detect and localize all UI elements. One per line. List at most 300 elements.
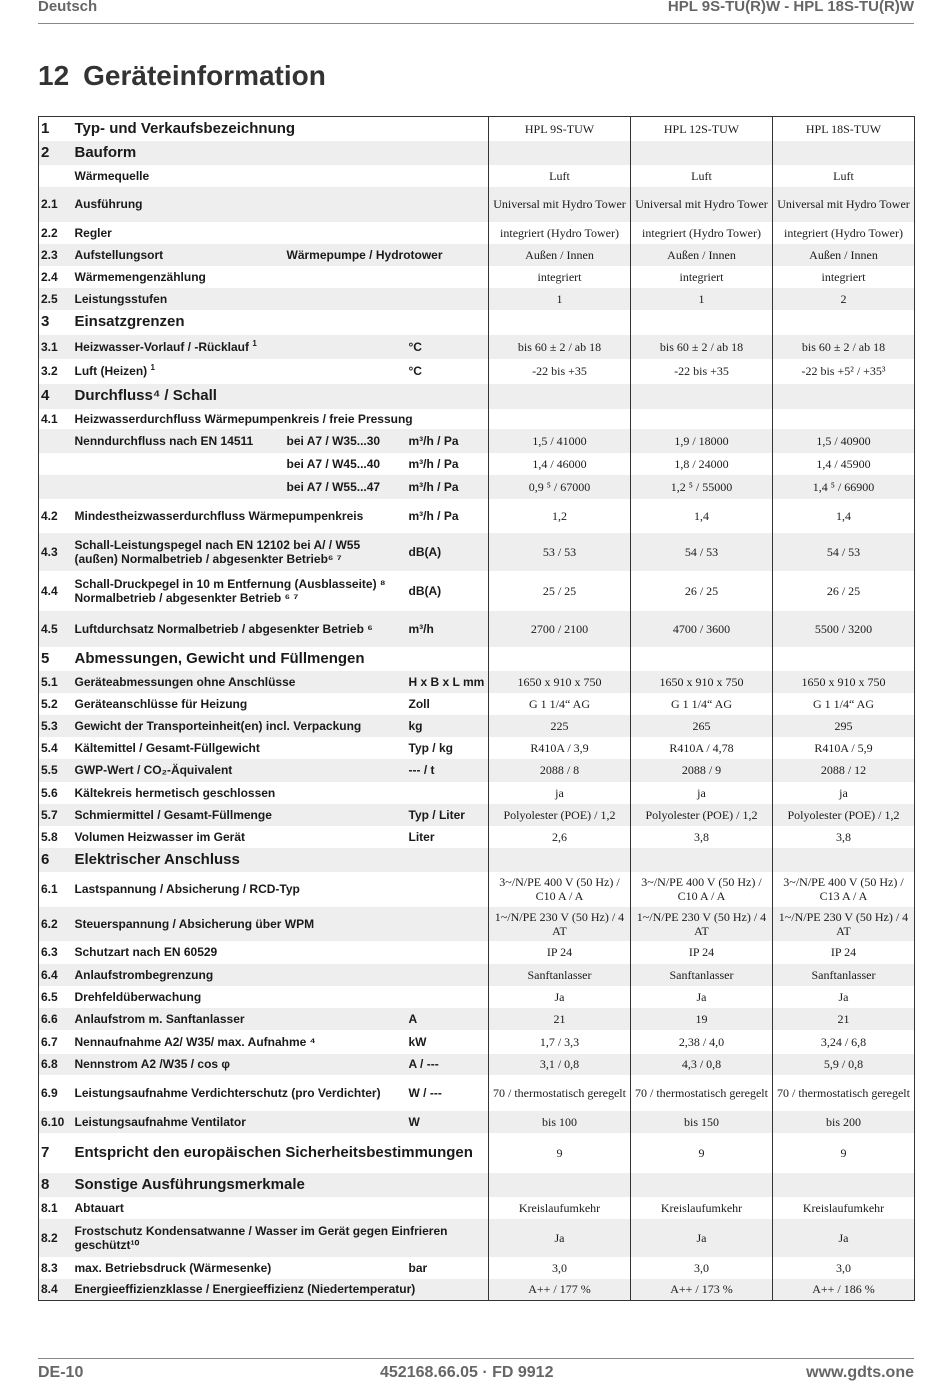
value-cell-model-3: [773, 647, 915, 671]
table-row: [39, 384, 915, 409]
value-cell-model-1: [489, 141, 631, 165]
value-cell-model-3: R410A / 5,9: [773, 737, 915, 759]
row-unit: dB(A): [407, 533, 489, 571]
row-label-text: Geräteanschlüsse für Heizung: [74, 696, 248, 711]
value-cell-model-1: 1,7 / 3,3: [489, 1030, 631, 1054]
table-row: [39, 941, 915, 964]
row-label: [73, 187, 489, 222]
row-label: [73, 1008, 407, 1030]
table-row: [39, 266, 915, 288]
value-cell-model-2: 1: [631, 288, 773, 310]
row-label-text: Anlaufstrom m. Sanftanlasser: [74, 1011, 245, 1026]
row-number: [39, 453, 73, 475]
table-row: [39, 759, 915, 782]
row-label: [73, 335, 407, 359]
row-label-text: Gewicht der Transporteinheit(en) incl. Verpackung: [74, 718, 362, 733]
row-number: 5.8: [39, 826, 73, 848]
table-row: [39, 671, 915, 693]
row-number: 2: [39, 141, 73, 165]
row-label-text: Energieeffizienzklasse / Energieeffizienz (Niedertemperatur): [74, 1282, 416, 1297]
row-label: [73, 647, 489, 671]
row-unit: Typ / kg: [407, 737, 489, 759]
value-cell-model-1: Außen / Innen: [489, 244, 631, 266]
row-label: [73, 453, 285, 475]
value-cell-model-1: 0,9 ⁵ / 67000: [489, 475, 631, 499]
row-unit: °C: [407, 335, 489, 359]
row-number: 6.7: [39, 1030, 73, 1054]
row-number: 6.4: [39, 964, 73, 986]
value-cell-model-3: Universal mit Hydro Tower: [773, 187, 915, 222]
row-label-text: Schall-Druckpegel in 10 m Entfernung (Ausblasseite) ⁸ Normalbetrieb / abgesenkter Betrieb ⁶ ⁷: [74, 576, 386, 605]
row-unit: m³/h / Pa: [407, 499, 489, 533]
value-cell-model-1: 1,2: [489, 499, 631, 533]
value-cell-model-3: [773, 848, 915, 872]
value-cell-model-3: 9: [773, 1133, 915, 1173]
spec-table: [38, 116, 915, 1301]
row-number: 5.3: [39, 715, 73, 737]
row-label-text: Heizwasserdurchfluss Wärmepumpenkreis / freie Pressung: [74, 411, 413, 426]
row-label-text: Leistungsaufnahme Ventilator: [74, 1114, 246, 1129]
row-number: [39, 475, 73, 499]
row-number: 8.3: [39, 1257, 73, 1279]
value-cell-model-2: 265: [631, 715, 773, 737]
value-cell-model-1: [489, 1173, 631, 1197]
value-cell-model-2: [631, 384, 773, 409]
table-row: [39, 693, 915, 715]
row-label: [73, 611, 407, 647]
value-cell-model-1: [489, 384, 631, 409]
row-label: [73, 310, 489, 335]
row-label-text: Nenndurchfluss nach EN 14511: [74, 433, 254, 448]
value-cell-model-1: R410A / 3,9: [489, 737, 631, 759]
row-label: [73, 671, 407, 693]
row-label-text: Frostschutz Kondensatwanne / Wasser im Gerät gegen Einfrieren geschützt¹⁰: [74, 1223, 448, 1252]
row-label: [73, 1279, 489, 1301]
value-cell-model-2: [631, 848, 773, 872]
row-number: 4.3: [39, 533, 73, 571]
value-cell-model-2: bis 150: [631, 1111, 773, 1133]
table-row: [39, 964, 915, 986]
row-label: [73, 1197, 489, 1219]
row-label: [73, 409, 489, 429]
chapter-title: Geräteinformation: [83, 60, 326, 91]
row-label: [73, 715, 407, 737]
row-label: [73, 475, 285, 499]
row-label: [73, 1075, 407, 1111]
row-label-text: Regler: [74, 225, 112, 240]
value-cell-model-2: Polyolester (POE) / 1,2: [631, 804, 773, 826]
table-row: [39, 1219, 915, 1257]
row-label: [73, 872, 489, 907]
row-unit: kW: [407, 1030, 489, 1054]
value-cell-model-2: 3,0: [631, 1257, 773, 1279]
row-label: [73, 804, 407, 826]
value-cell-model-2: Außen / Innen: [631, 244, 773, 266]
value-cell-model-2: 4,3 / 0,8: [631, 1054, 773, 1075]
row-unit: m³/h / Pa: [407, 475, 489, 499]
value-cell-model-3: 1,5 / 40900: [773, 429, 915, 453]
table-row: [39, 359, 915, 384]
value-cell-model-3: [773, 409, 915, 429]
value-cell-model-1: 9: [489, 1133, 631, 1173]
value-cell-model-1: 225: [489, 715, 631, 737]
table-row: [39, 611, 915, 647]
row-unit: W / ---: [407, 1075, 489, 1111]
value-cell-model-1: -22 bis +35: [489, 359, 631, 384]
row-number: 5.5: [39, 759, 73, 782]
value-cell-model-2: 2,38 / 4,0: [631, 1030, 773, 1054]
page-header: [38, 0, 914, 24]
page-title: [38, 60, 326, 92]
value-cell-model-3: [773, 1173, 915, 1197]
value-cell-model-2: G 1 1/4“ AG: [631, 693, 773, 715]
row-number: 7: [39, 1133, 73, 1173]
value-cell-model-2: [631, 141, 773, 165]
row-label-text: Schall-Leistungspegel nach EN 12102 bei A/ / W55 (außen) Normalbetrieb / abgesenkter Betrieb⁶ ⁷: [74, 537, 361, 566]
row-label-text: Abtauart: [74, 1200, 124, 1215]
value-cell-model-1: G 1 1/4“ AG: [489, 693, 631, 715]
value-cell-model-2: Luft: [631, 165, 773, 187]
value-cell-model-3: 1,4 / 45900: [773, 453, 915, 475]
value-cell-model-3: 3,0: [773, 1257, 915, 1279]
footer-website: www.gdts.one: [806, 1364, 914, 1381]
row-label-text: Schutzart nach EN 60529: [74, 945, 218, 959]
table-row: [39, 475, 915, 499]
table-row: [39, 429, 915, 453]
table-row: [39, 782, 915, 804]
value-cell-model-3: integriert: [773, 266, 915, 288]
value-cell-model-3: bis 200: [773, 1111, 915, 1133]
value-cell-model-1: IP 24: [489, 941, 631, 964]
value-cell-model-2: Ja: [631, 1219, 773, 1257]
header-language: Deutsch: [38, 0, 98, 15]
value-cell-model-1: bis 60 ± 2 / ab 18: [489, 335, 631, 359]
row-label-text: Luft (Heizen): [74, 364, 148, 378]
table-row: [39, 1279, 915, 1301]
row-number: 5.1: [39, 671, 73, 693]
row-number: 2.2: [39, 222, 73, 244]
value-cell-model-1: 1: [489, 288, 631, 310]
row-number: 8.4: [39, 1279, 73, 1301]
value-cell-model-1: [489, 848, 631, 872]
row-number: 6.5: [39, 986, 73, 1008]
row-label-text: Kältemittel / Gesamt-Füllgewicht: [74, 740, 260, 755]
value-cell-model-3: 1650 x 910 x 750: [773, 671, 915, 693]
row-number: [39, 165, 73, 187]
value-cell-model-2: 2088 / 9: [631, 759, 773, 782]
row-label: [73, 117, 489, 141]
row-number: 8.2: [39, 1219, 73, 1257]
value-cell-model-3: Luft: [773, 165, 915, 187]
row-number: 6.1: [39, 872, 73, 907]
row-number: 5.4: [39, 737, 73, 759]
row-unit: Typ / Liter: [407, 804, 489, 826]
row-number: 4.5: [39, 611, 73, 647]
value-cell-model-3: 3~/N/PE 400 V (50 Hz) / C13 A / A: [773, 872, 915, 907]
row-label-text: GWP-Wert / CO₂-Äquivalent: [74, 763, 233, 777]
value-cell-model-1: 2,6: [489, 826, 631, 848]
value-cell-model-2: 1,2 ⁵ / 55000: [631, 475, 773, 499]
row-label-text: max. Betriebsdruck (Wärmesenke): [74, 1260, 272, 1275]
row-label: [73, 1219, 489, 1257]
value-cell-model-2: 1,9 / 18000: [631, 429, 773, 453]
row-label: [73, 1173, 489, 1197]
value-cell-model-1: 70 / thermostatisch geregelt: [489, 1075, 631, 1111]
value-cell-model-3: 2088 / 12: [773, 759, 915, 782]
value-cell-model-1: [489, 409, 631, 429]
row-unit: Zoll: [407, 693, 489, 715]
row-number: 6: [39, 848, 73, 872]
value-cell-model-3: 1,4: [773, 499, 915, 533]
table-row: [39, 310, 915, 335]
row-label: [73, 1133, 489, 1173]
row-label-text: Bauform: [74, 143, 137, 161]
row-label: [73, 848, 489, 872]
row-label: [73, 1030, 407, 1054]
value-cell-model-2: [631, 647, 773, 671]
row-unit: m³/h: [407, 611, 489, 647]
value-cell-model-1: [489, 647, 631, 671]
row-unit: A / ---: [407, 1054, 489, 1075]
row-unit: dB(A): [407, 571, 489, 611]
table-row: [39, 117, 915, 141]
table-row: [39, 907, 915, 941]
row-number: 4: [39, 384, 73, 409]
row-label-text: Aufstellungsort: [74, 247, 164, 262]
value-cell-model-3: bis 60 ± 2 / ab 18: [773, 335, 915, 359]
row-label: [73, 1054, 407, 1075]
row-label: [73, 288, 489, 310]
value-cell-model-2: 9: [631, 1133, 773, 1173]
table-row: [39, 409, 915, 429]
value-cell-model-1: 3,0: [489, 1257, 631, 1279]
value-cell-model-1: Ja: [489, 1219, 631, 1257]
value-cell-model-1: 3~/N/PE 400 V (50 Hz) / C10 A / A: [489, 872, 631, 907]
row-number: [39, 429, 73, 453]
value-cell-model-1: 25 / 25: [489, 571, 631, 611]
row-label-text: Drehfeldüberwachung: [74, 989, 202, 1004]
value-cell-model-2: 4700 / 3600: [631, 611, 773, 647]
value-cell-model-1: Luft: [489, 165, 631, 187]
row-label-text: Entspricht den europäischen Sicherheitsbestimmungen: [74, 1143, 473, 1161]
row-unit: kg: [407, 715, 489, 737]
value-cell-model-1: Sanftanlasser: [489, 964, 631, 986]
value-cell-model-3: 70 / thermostatisch geregelt: [773, 1075, 915, 1111]
row-number: 5.7: [39, 804, 73, 826]
row-number: 4.2: [39, 499, 73, 533]
value-cell-model-2: 1~/N/PE 230 V (50 Hz) / 4 AT: [631, 907, 773, 941]
row-label: [73, 907, 489, 941]
value-cell-model-1: Kreislaufumkehr: [489, 1197, 631, 1219]
value-cell-model-3: integriert (Hydro Tower): [773, 222, 915, 244]
row-unit: Liter: [407, 826, 489, 848]
value-cell-model-3: 295: [773, 715, 915, 737]
row-label: [73, 737, 407, 759]
value-cell-model-3: 5,9 / 0,8: [773, 1054, 915, 1075]
table-row: [39, 1030, 915, 1054]
value-cell-model-2: Kreislaufumkehr: [631, 1197, 773, 1219]
row-label-text: Wärmequelle: [74, 168, 150, 183]
row-label-text: Heizwasser-Vorlauf / -Rücklauf: [74, 339, 249, 354]
table-row: [39, 1257, 915, 1279]
row-number: 3.2: [39, 359, 73, 384]
value-cell-model-1: Polyolester (POE) / 1,2: [489, 804, 631, 826]
row-label-text: Ausführung: [74, 197, 143, 211]
value-cell-model-1: Ja: [489, 986, 631, 1008]
row-condition: bei A7 / W55...47: [285, 475, 407, 499]
table-row: [39, 453, 915, 475]
value-cell-model-3: -22 bis +5² / +35³: [773, 359, 915, 384]
footer-divider: [38, 1358, 914, 1359]
row-unit: m³/h / Pa: [407, 429, 489, 453]
value-cell-model-1: ja: [489, 782, 631, 804]
table-row: [39, 737, 915, 759]
value-cell-model-1: 2700 / 2100: [489, 611, 631, 647]
table-row: [39, 499, 915, 533]
table-row: [39, 1075, 915, 1111]
row-label-text: Leistungsstufen: [74, 291, 168, 306]
row-label-text: Kältekreis hermetisch geschlossen: [74, 785, 276, 800]
table-row: [39, 1173, 915, 1197]
row-number: 4.1: [39, 409, 73, 429]
row-label-text: Durchfluss⁴ / Schall: [74, 387, 217, 404]
table-row: [39, 848, 915, 872]
value-cell-model-1: 1650 x 910 x 750: [489, 671, 631, 693]
row-label: [73, 533, 407, 571]
value-cell-model-3: Sanftanlasser: [773, 964, 915, 986]
table-row: [39, 165, 915, 187]
row-condition: bei A7 / W45...40: [285, 453, 407, 475]
value-cell-model-3: Außen / Innen: [773, 244, 915, 266]
table-row: [39, 335, 915, 359]
table-row: [39, 288, 915, 310]
value-cell-model-1: 1,5 / 41000: [489, 429, 631, 453]
value-cell-model-3: 5500 / 3200: [773, 611, 915, 647]
row-number: 3.1: [39, 335, 73, 359]
value-cell-model-3: Ja: [773, 1219, 915, 1257]
value-cell-model-2: 19: [631, 1008, 773, 1030]
value-cell-model-3: 3,24 / 6,8: [773, 1030, 915, 1054]
footer-page: DE-10: [38, 1364, 84, 1381]
row-unit: bar: [407, 1257, 489, 1279]
value-cell-model-2: HPL 12S-TUW: [631, 117, 773, 141]
row-number: 8.1: [39, 1197, 73, 1219]
value-cell-model-2: [631, 409, 773, 429]
row-number: 5: [39, 647, 73, 671]
row-label-text: Lastspannung / Absicherung / RCD-Typ: [74, 882, 300, 896]
value-cell-model-3: Polyolester (POE) / 1,2: [773, 804, 915, 826]
table-row: [39, 244, 915, 266]
value-cell-model-2: bis 60 ± 2 / ab 18: [631, 335, 773, 359]
value-cell-model-2: 70 / thermostatisch geregelt: [631, 1075, 773, 1111]
value-cell-model-3: 21: [773, 1008, 915, 1030]
value-cell-model-2: A++ / 173 %: [631, 1279, 773, 1301]
table-row: [39, 715, 915, 737]
table-row: [39, 1197, 915, 1219]
row-label: [73, 384, 489, 409]
value-cell-model-1: 53 / 53: [489, 533, 631, 571]
value-cell-model-2: [631, 310, 773, 335]
row-label-text: Luftdurchsatz Normalbetrieb / abgesenkter Betrieb ⁶: [74, 621, 373, 636]
row-label-text: Nennaufnahme A2/ W35/ max. Aufnahme ⁴: [74, 1034, 316, 1049]
value-cell-model-3: HPL 18S-TUW: [773, 117, 915, 141]
table-row: [39, 222, 915, 244]
value-cell-model-3: IP 24: [773, 941, 915, 964]
row-label: [73, 571, 407, 611]
row-number: 8: [39, 1173, 73, 1197]
table-row: [39, 571, 915, 611]
row-label-text: Schmiermittel / Gesamt-Füllmenge: [74, 807, 272, 822]
value-cell-model-2: Sanftanlasser: [631, 964, 773, 986]
header-model: HPL 9S-TU(R)W - HPL 18S-TU(R)W: [667, 0, 914, 15]
value-cell-model-2: [631, 1173, 773, 1197]
table-row: [39, 1111, 915, 1133]
table-row: [39, 647, 915, 671]
table-row: [39, 1008, 915, 1030]
footnote-marker: 1: [150, 363, 155, 372]
value-cell-model-3: Kreislaufumkehr: [773, 1197, 915, 1219]
row-number: 1: [39, 117, 73, 141]
row-label: [73, 244, 285, 266]
row-label-text: Abmessungen, Gewicht und Füllmengen: [74, 649, 365, 667]
row-label-text: Elektrischer Anschluss: [74, 850, 240, 868]
table-row: [39, 1133, 915, 1173]
row-label: [73, 359, 407, 384]
row-label-text: Volumen Heizwasser im Gerät: [74, 829, 246, 844]
value-cell-model-1: integriert: [489, 266, 631, 288]
row-label: [73, 986, 489, 1008]
row-number: 5.2: [39, 693, 73, 715]
row-label: [73, 782, 489, 804]
row-unit: m³/h / Pa: [407, 453, 489, 475]
value-cell-model-2: 3~/N/PE 400 V (50 Hz) / C10 A / A: [631, 872, 773, 907]
row-label: [73, 499, 407, 533]
value-cell-model-1: 1~/N/PE 230 V (50 Hz) / 4 AT: [489, 907, 631, 941]
table-row: [39, 187, 915, 222]
value-cell-model-1: 1,4 / 46000: [489, 453, 631, 475]
row-label: [73, 1257, 407, 1279]
row-unit: A: [407, 1008, 489, 1030]
value-cell-model-3: [773, 310, 915, 335]
row-number: 6.8: [39, 1054, 73, 1075]
value-cell-model-3: 54 / 53: [773, 533, 915, 571]
row-label: [73, 266, 489, 288]
value-cell-model-3: ja: [773, 782, 915, 804]
value-cell-model-2: integriert (Hydro Tower): [631, 222, 773, 244]
value-cell-model-2: 1,8 / 24000: [631, 453, 773, 475]
row-label-text: Mindestheizwasserdurchfluss Wärmepumpenkreis: [74, 508, 364, 523]
row-label-text: Leistungsaufnahme Verdichterschutz (pro Verdichter): [74, 1085, 381, 1100]
value-cell-model-3: Ja: [773, 986, 915, 1008]
value-cell-model-1: 21: [489, 1008, 631, 1030]
row-number: 6.9: [39, 1075, 73, 1111]
table-row: [39, 141, 915, 165]
value-cell-model-1: HPL 9S-TUW: [489, 117, 631, 141]
value-cell-model-1: [489, 310, 631, 335]
row-label: [73, 826, 407, 848]
row-number: 2.5: [39, 288, 73, 310]
row-label-text: Geräteabmessungen ohne Anschlüsse: [74, 674, 296, 689]
row-unit: --- / t: [407, 759, 489, 782]
value-cell-model-3: G 1 1/4“ AG: [773, 693, 915, 715]
value-cell-model-1: A++ / 177 %: [489, 1279, 631, 1301]
row-label-text: Steuerspannung / Absicherung über WPM: [74, 916, 315, 931]
table-row: [39, 986, 915, 1008]
row-number: 6.3: [39, 941, 73, 964]
row-label: [73, 941, 489, 964]
value-cell-model-1: Universal mit Hydro Tower: [489, 187, 631, 222]
value-cell-model-2: -22 bis +35: [631, 359, 773, 384]
